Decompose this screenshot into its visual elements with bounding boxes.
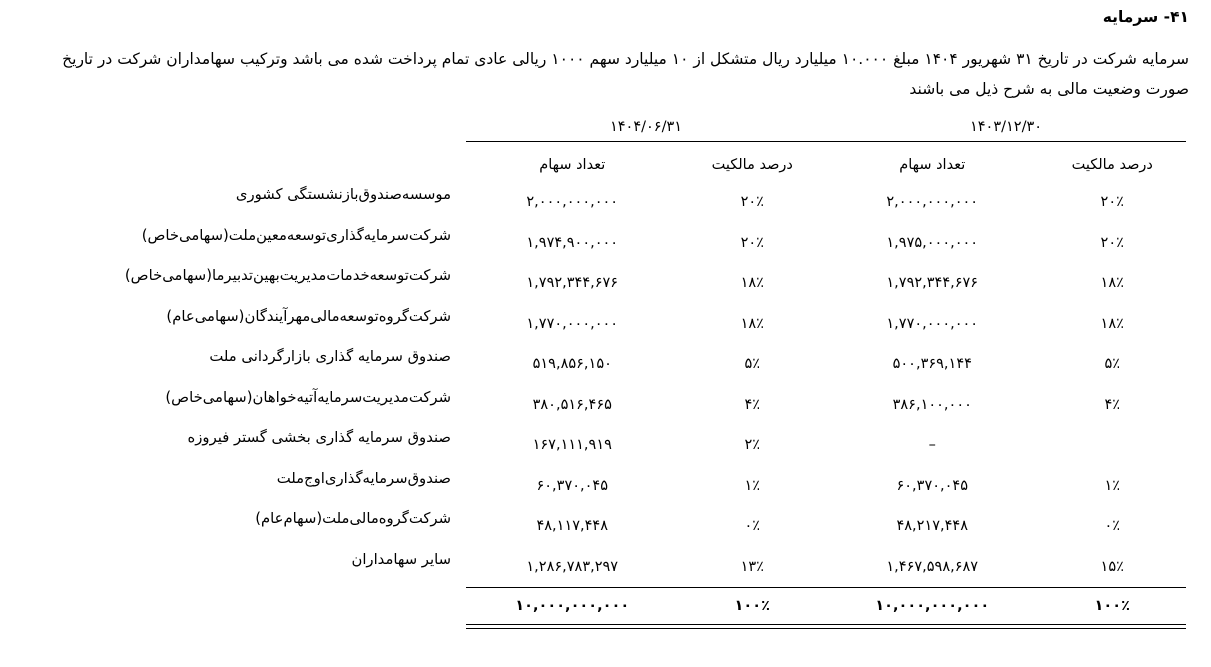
period-header-1404: ۱۴۰۴/۰۶/۳۱ bbox=[609, 119, 683, 135]
cell-shares-1403: ۱,۴۶۷,۵۹۸,۶۸۷ bbox=[886, 558, 979, 575]
cell-pct-1404: ۴٪ bbox=[744, 396, 761, 413]
bottom-rule-shares-1403 bbox=[826, 625, 1038, 629]
shareholder-name: صندوق‌سرمایه‌گذاری‌اوج‌ملت bbox=[276, 469, 451, 487]
shareholder-name: شرکت‌سرمایه‌گذاری‌توسعه‌معین‌ملت(سهامی‌خاص) bbox=[141, 226, 451, 244]
total-row bbox=[466, 588, 1186, 625]
cell-pct-1403: ۱٪ bbox=[1104, 477, 1121, 494]
table-row bbox=[466, 466, 1186, 507]
table-row bbox=[466, 344, 1186, 385]
bottom-rule-shares-1404 bbox=[466, 625, 679, 629]
period-header-1403: ۱۴۰۳/۱۲/۳۰ bbox=[969, 119, 1043, 135]
cell-pct-1404: ۱۸٪ bbox=[740, 315, 764, 332]
cell-pct-1403: ۲۰٪ bbox=[1100, 194, 1124, 211]
cell-pct-1403: ۰٪ bbox=[1104, 518, 1121, 535]
cell-pct-1404: ۲۰٪ bbox=[740, 234, 764, 251]
label-header-spacer-2 bbox=[23, 138, 451, 175]
intro-paragraph bbox=[29, 44, 1189, 104]
column-header-pct-1404: درصد مالکیت bbox=[711, 157, 793, 173]
total-bottom-rule-row bbox=[466, 625, 1186, 629]
column-header-shares-1403: تعداد سهام bbox=[899, 157, 966, 173]
cell-shares-1404: ۲,۰۰۰,۰۰۰,۰۰۰ bbox=[526, 194, 619, 211]
total-pct-1404: ۱۰۰٪ bbox=[734, 598, 770, 614]
bottom-rule-pct-1404 bbox=[679, 625, 827, 629]
shareholder-name: شرکت‌مدیریت‌سرمایه‌آتیه‌خواهان(سهامی‌خاص) bbox=[165, 388, 451, 406]
shareholder-label-column bbox=[23, 116, 451, 580]
table bbox=[466, 116, 1186, 629]
cell-shares-1404: ۱,۷۹۲,۳۴۴,۶۷۶ bbox=[526, 275, 619, 292]
cell-shares-1403: ۵۰۰,۳۶۹,۱۴۴ bbox=[892, 356, 972, 373]
label-header-spacer-1 bbox=[23, 116, 451, 138]
cell-pct-1404: ۲۰٪ bbox=[740, 194, 764, 211]
column-header-pct-1403: درصد مالکیت bbox=[1071, 157, 1153, 173]
cell-pct-1404: ۲٪ bbox=[744, 437, 761, 454]
capital-composition-table bbox=[466, 116, 1186, 629]
cell-shares-1404: ۱,۷۷۰,۰۰۰,۰۰۰ bbox=[526, 315, 619, 332]
cell-pct-1404: ۵٪ bbox=[744, 356, 761, 373]
cell-pct-1404: ۱۸٪ bbox=[740, 275, 764, 292]
cell-shares-1403: ۳۸۶,۱۰۰,۰۰۰ bbox=[892, 396, 972, 413]
cell-pct-1404: ۱٪ bbox=[744, 477, 761, 494]
table-row bbox=[466, 223, 1186, 264]
shareholder-name: شرکت‌گروه‌توسعه‌مالی‌مهرآیندگان(سهامی‌عام) bbox=[166, 307, 451, 325]
cell-shares-1403: ۱,۷۷۰,۰۰۰,۰۰۰ bbox=[886, 315, 979, 332]
bottom-rule-pct-1403 bbox=[1038, 625, 1186, 629]
column-header-shares-1404: تعداد سهام bbox=[539, 157, 606, 173]
cell-shares-1403: ۱,۹۷۵,۰۰۰,۰۰۰ bbox=[886, 234, 979, 251]
total-shares-1403: ۱۰,۰۰۰,۰۰۰,۰۰۰ bbox=[875, 598, 990, 614]
cell-shares-1404: ۴۸,۱۱۷,۴۴۸ bbox=[536, 518, 609, 535]
page-title: ۴۱- سرمایه bbox=[1102, 8, 1189, 26]
table-row bbox=[466, 506, 1186, 547]
cell-pct-1404: ۰٪ bbox=[744, 518, 761, 535]
intro-line-2: صورت وضعیت مالی به شرح ذیل می باشند bbox=[909, 80, 1189, 98]
cell-pct-1403: ۱۵٪ bbox=[1100, 558, 1124, 575]
cell-pct-1403: ۲۰٪ bbox=[1100, 234, 1124, 251]
table-row bbox=[466, 182, 1186, 223]
total-shares-1404: ۱۰,۰۰۰,۰۰۰,۰۰۰ bbox=[515, 598, 630, 614]
cell-pct-1403 bbox=[1038, 425, 1186, 466]
cell-shares-1403: ۲,۰۰۰,۰۰۰,۰۰۰ bbox=[886, 194, 979, 211]
cell-shares-1403: ۶۰,۳۷۰,۰۴۵ bbox=[896, 477, 969, 494]
cell-pct-1403: ۴٪ bbox=[1104, 396, 1121, 413]
shareholder-name: صندوق سرمایه گذاری بخشی گستر فیروزه bbox=[187, 429, 451, 446]
cell-shares-1404: ۳۸۰,۵۱۶,۴۶۵ bbox=[532, 396, 612, 413]
cell-shares-1403: ۴۸,۲۱۷,۴۴۸ bbox=[896, 518, 969, 535]
table-row bbox=[466, 425, 1186, 466]
cell-pct-1403: ۱۸٪ bbox=[1100, 315, 1124, 332]
shareholder-name: موسسه‌صندوق‌بازنشستگی کشوری bbox=[235, 186, 451, 203]
table-row bbox=[466, 547, 1186, 588]
cell-shares-1404: ۵۱۹,۸۵۶,۱۵۰ bbox=[532, 356, 612, 373]
table-row bbox=[466, 385, 1186, 426]
cell-pct-1404: ۱۳٪ bbox=[740, 558, 764, 575]
intro-line-1: سرمایه شرکت در تاریخ ۳۱ شهریور ۱۴۰۴ مبلغ ۱۰.۰۰۰ میلیارد ریال متشکل از ۱۰ میلیارد سهم ۱۰۰۰ ریالی عادی تمام پرداخت شده می باشد وترکیب سهامداران شرکت در تاریخ bbox=[62, 50, 1189, 68]
total-pct-1403: ۱۰۰٪ bbox=[1094, 598, 1130, 614]
column-header-row bbox=[466, 142, 1186, 183]
cell-pct-1403: ۱۸٪ bbox=[1100, 275, 1124, 292]
cell-shares-1403: ۱,۷۹۲,۳۴۴,۶۷۶ bbox=[886, 275, 979, 292]
cell-shares-1404: ۱,۹۷۴,۹۰۰,۰۰۰ bbox=[526, 234, 619, 251]
cell-shares-1404: ۱۶۷,۱۱۱,۹۱۹ bbox=[532, 437, 612, 454]
shareholder-name: شرکت‌گروه‌مالی‌ملت(سهام‌عام) bbox=[255, 510, 451, 527]
shareholder-name: صندوق سرمایه گذاری بازارگردانی ملت bbox=[209, 348, 451, 365]
cell-shares-1403: – bbox=[928, 437, 936, 454]
cell-shares-1404: ۱,۲۸۶,۷۸۳,۲۹۷ bbox=[526, 558, 619, 575]
shareholder-name: شرکت‌توسعه‌خدمات‌مدیریت‌بهین‌تدبیرما(سهامی‌خاص) bbox=[124, 267, 451, 284]
shareholder-name: سایر سهامداران bbox=[351, 550, 451, 568]
table-row bbox=[466, 263, 1186, 304]
table-row bbox=[466, 304, 1186, 345]
period-header-row bbox=[466, 116, 1186, 141]
cell-shares-1404: ۶۰,۳۷۰,۰۴۵ bbox=[536, 477, 609, 494]
cell-pct-1403: ۵٪ bbox=[1104, 356, 1121, 373]
